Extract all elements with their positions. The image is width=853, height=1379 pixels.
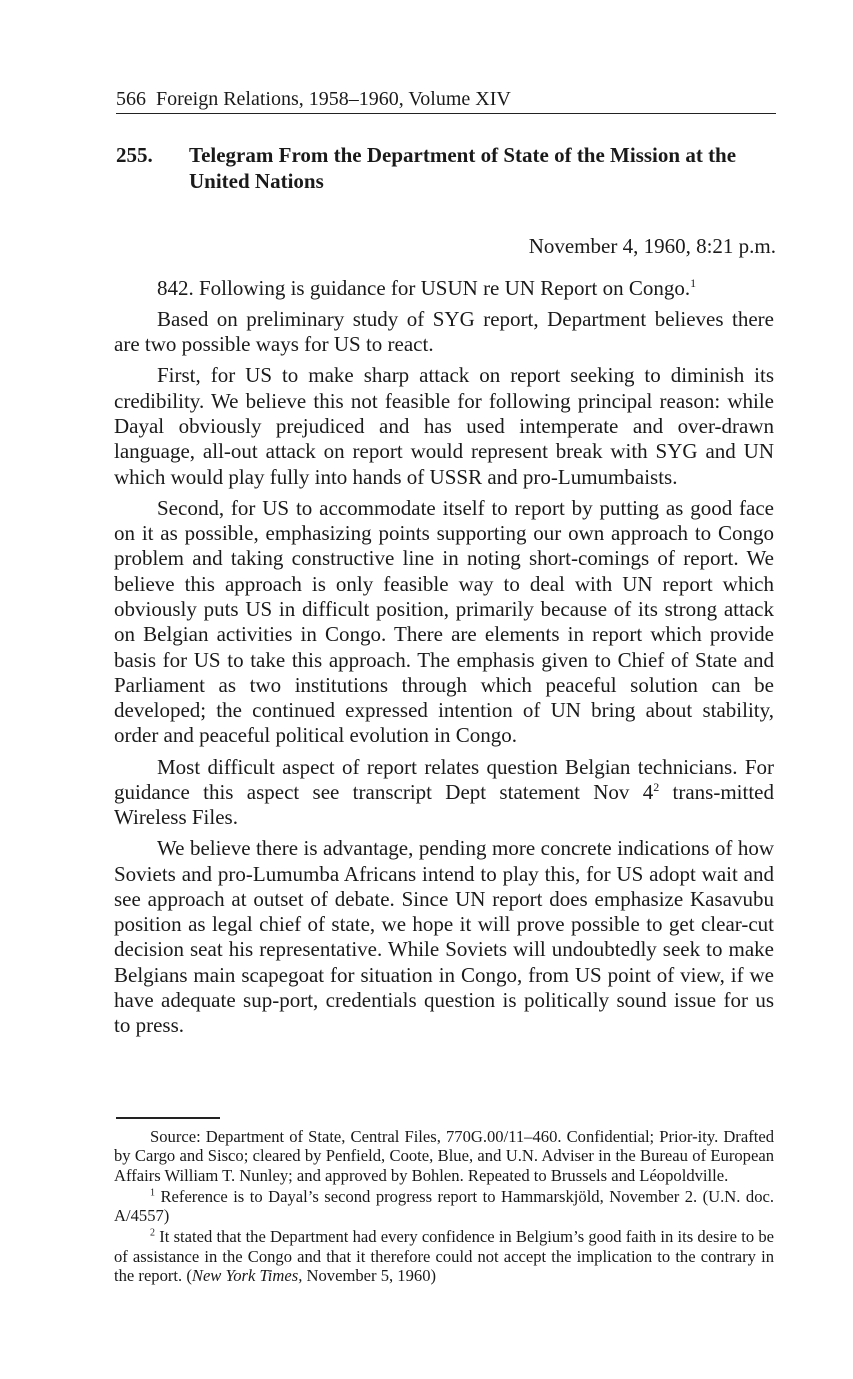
footnote-2	[114, 1227, 774, 1285]
footnote-marker: 1	[150, 1187, 155, 1199]
page-number: 566	[116, 88, 146, 110]
footnote-ref-1: 1	[690, 276, 697, 290]
body-paragraph: First, for US to make sharp attack on report seeking to diminish its credibility. We believe this not feasible for following principal reason: while Dayal obviously prejudiced and has used intemperate and over-drawn language, all-out attack on report would represent break with SYG and UN which would play fully into hands of USSR and pro-Lumumbaists.	[114, 363, 774, 489]
body-paragraph	[114, 755, 774, 831]
footnote-ref-2: 2	[653, 779, 660, 794]
paragraph-text: trans-mitted Wireless Files.	[114, 779, 774, 830]
footnote-publication: New York Times,	[191, 1266, 303, 1286]
dateline: November 4, 1960, 8:21 p.m.	[528, 234, 776, 258]
telegram-body	[114, 276, 774, 1044]
source-note: Source: Department of State, Central Files, 770G.00/11–460. Confidential; Prior-ity. Drafted by Cargo and Sisco; cleared by Penfield, Coote, Blue, and U.N. Adviser in the Bureau of European Affairs William T. Nunley; and approved by Bohlen. Repeated to Brussels and Léopoldville.	[114, 1127, 774, 1185]
footnote-marker: 2	[150, 1227, 155, 1239]
document-number: 255.	[116, 143, 153, 167]
footnote-divider	[116, 1117, 220, 1119]
body-paragraph: Second, for US to accommodate itself to report by putting as good face on it as possible, emphasizing points supporting our own approach to Congo problem and taking constructive line in noting short-comings of report. We believe this approach is only feasible way to deal with UN report which obviously puts US in difficult position, primarily because of its strong attack on Belgian activities in Congo. There are elements in report which provide basis for US to take this approach. The emphasis given to Chief of State and Parliament as two institutions through which peaceful solution can be developed; the continued expressed intention of UN bring about stability, order and peaceful political evolution in Congo.	[114, 495, 774, 748]
body-paragraph	[114, 276, 774, 301]
paragraph-text: Most difficult aspect of report relates question Belgian technicians. For guidance this aspect see transcript Dept statement Nov 4	[114, 754, 774, 804]
body-paragraph: Based on preliminary study of SYG report, Department believes there are two possible ways for US to react.	[114, 307, 774, 357]
footnote-text: November 5, 1960)	[302, 1266, 437, 1286]
footnote-text: Reference is to Dayal’s second progress report to Hammarskjöld, November 2. (U.N. doc. A/4557)	[114, 1186, 775, 1226]
document-title: Telegram From the Department of State of the Mission at the United Nations	[189, 143, 737, 193]
body-paragraph: We believe there is advantage, pending more concrete indications of how Soviets and pro-Lumumba Africans intend to play this, for US adopt wait and see approach at outset of debate. Since UN report does emphasize Kasavubu position as legal chief of state, we hope it will prove possible to get clear-cut decision seat his representative. While Soviets will undoubtedly seek to make Belgians main scapegoat for situation in Congo, from US point of view, if we have adequate sup-port, credentials question is politically sound issue for us to press.	[114, 836, 774, 1038]
running-title: Foreign Relations, 1958–1960, Volume XIV	[156, 88, 511, 110]
paragraph-text: 842. Following is guidance for USUN re UN Report on Congo.	[157, 276, 691, 300]
footnote-1	[114, 1187, 774, 1226]
footnotes	[114, 1127, 774, 1287]
running-header	[116, 86, 776, 114]
footnote-text: It stated that the Department had every confidence in Belgium’s good faith in its desire to be of assistance in the Congo and that it therefore could not accept the implication to the contrary in the report. (	[114, 1227, 774, 1286]
